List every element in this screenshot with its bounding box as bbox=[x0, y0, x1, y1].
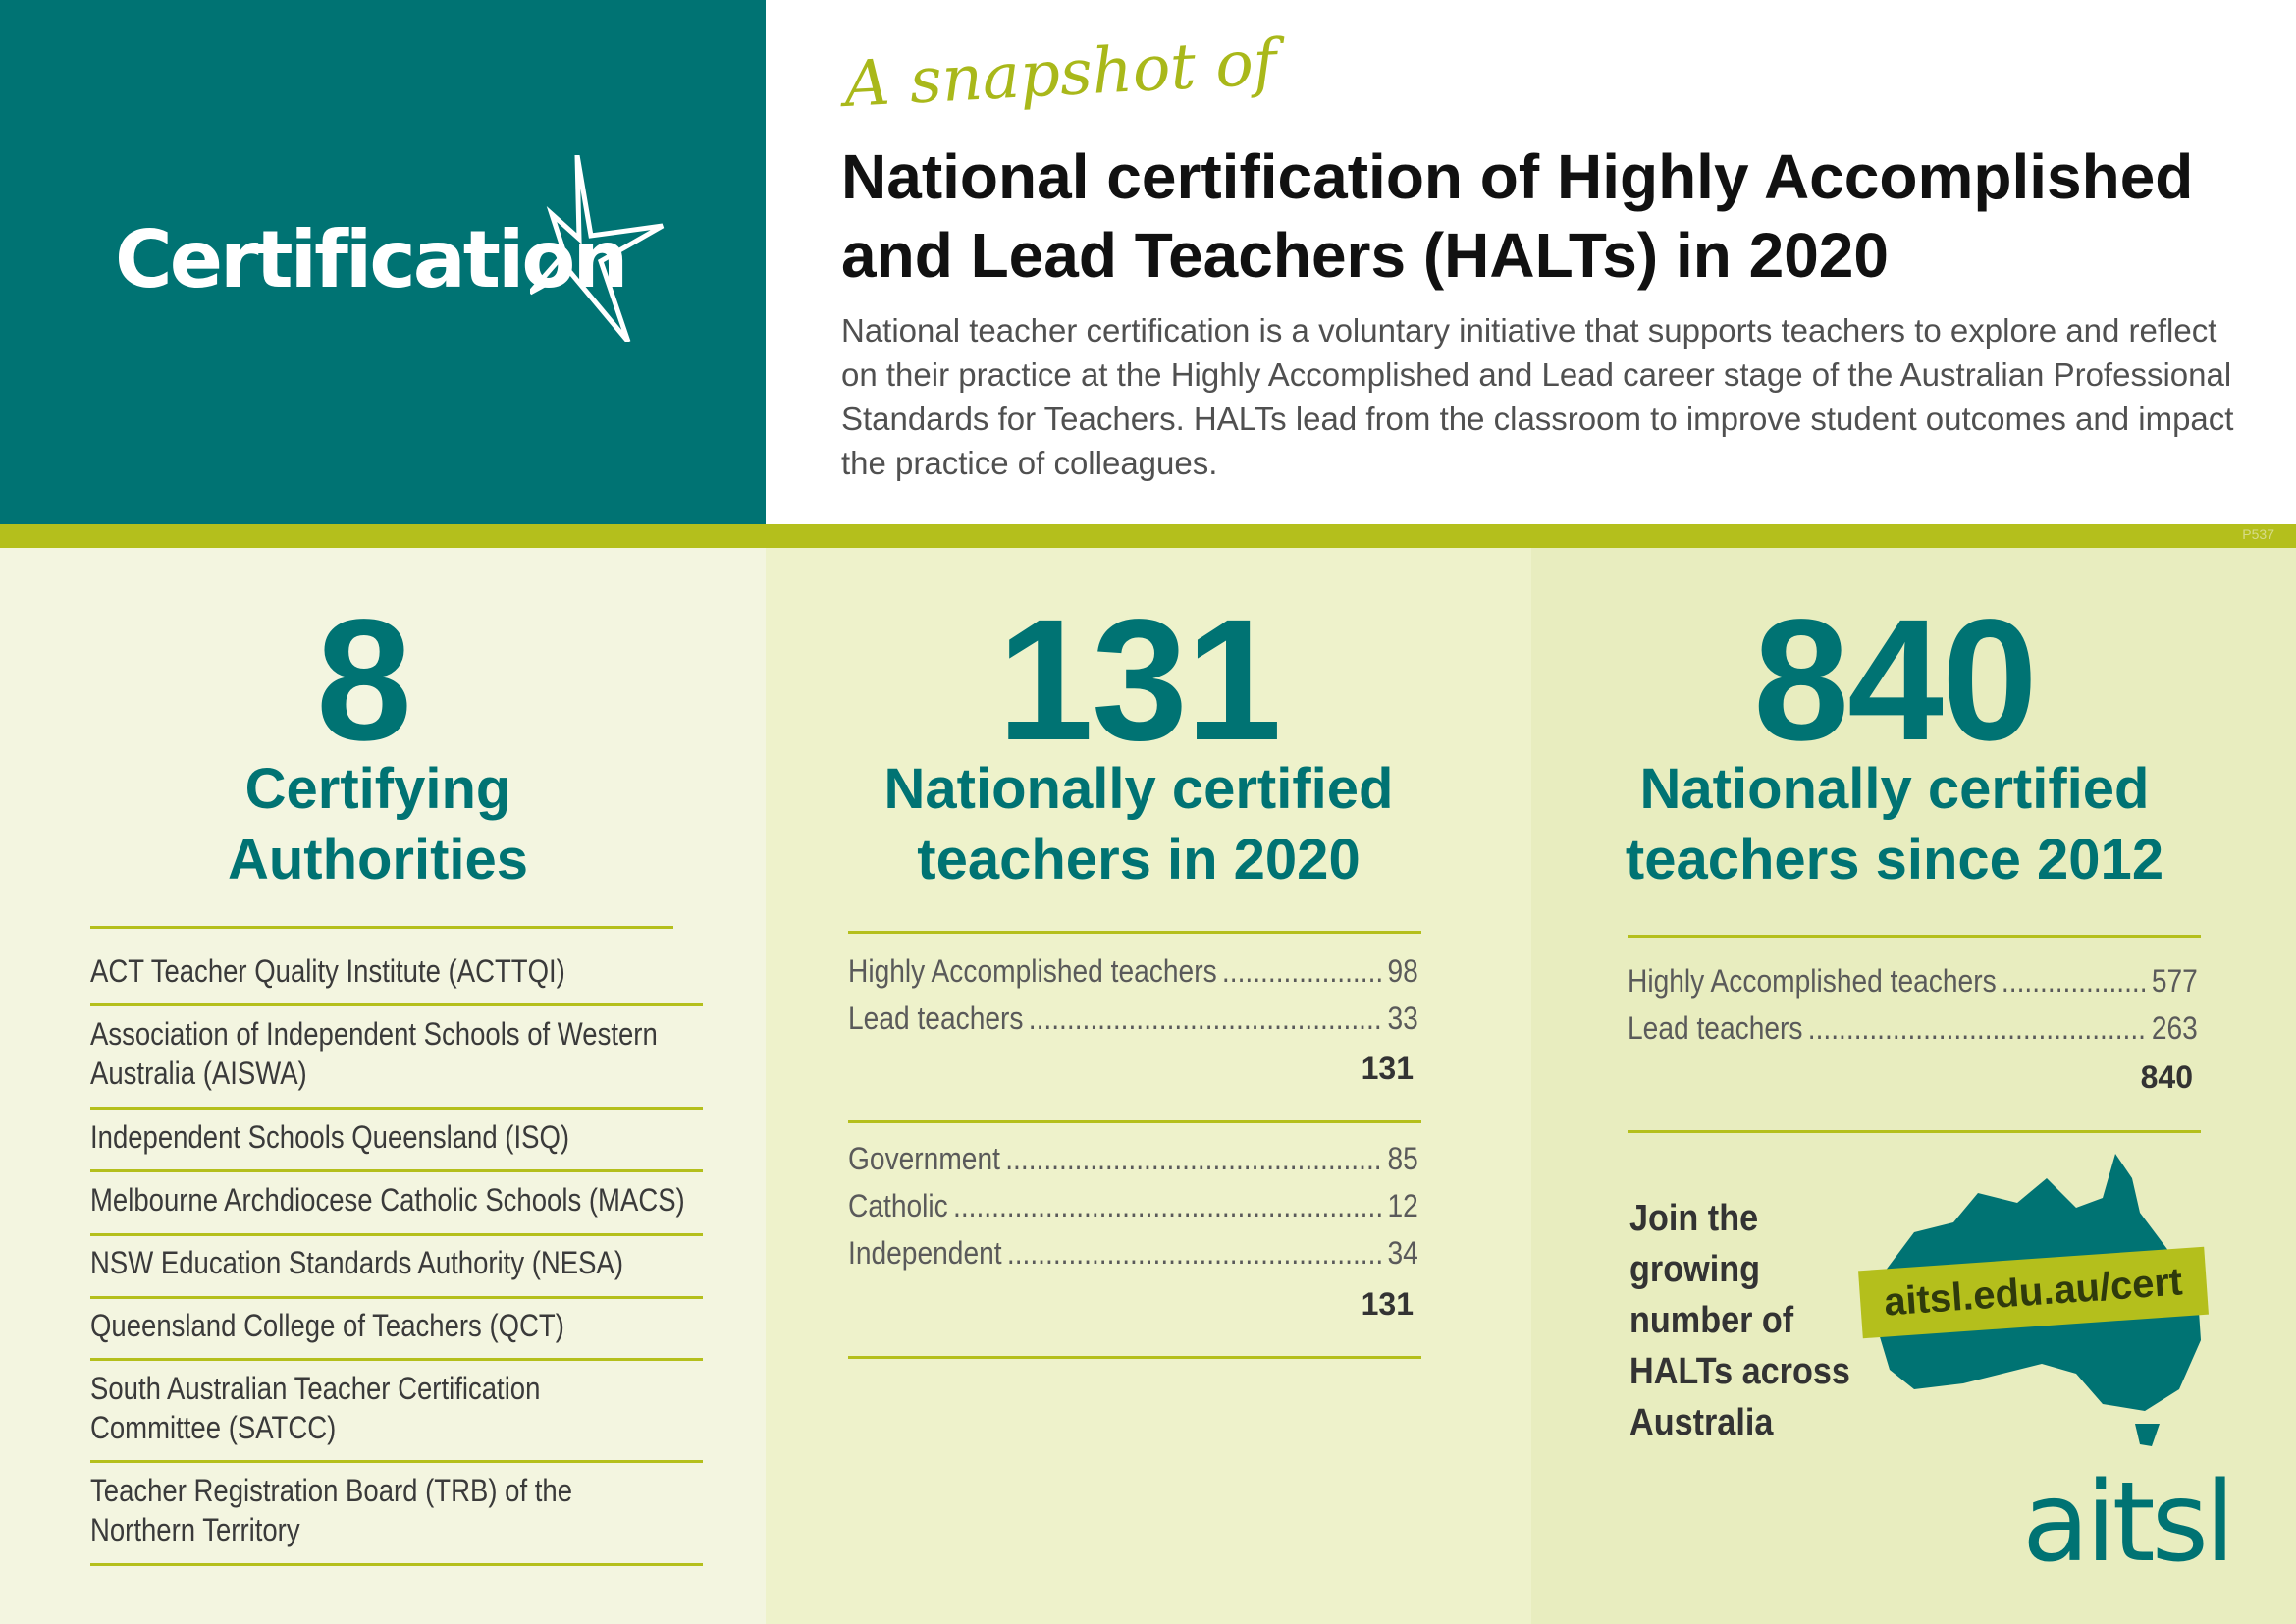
career-stage-2020 bbox=[848, 947, 1496, 1042]
teachers-since-2012-count: 840 bbox=[1753, 584, 2036, 777]
teachers-2020-heading bbox=[766, 754, 1512, 895]
stat-label: Highly Accomplished teachers bbox=[848, 953, 1217, 989]
authority-item bbox=[90, 1243, 623, 1282]
teachers-2020-count: 131 bbox=[997, 584, 1280, 777]
stat-value: 34 bbox=[1387, 1235, 1418, 1271]
stat-label: Lead teachers bbox=[1628, 1010, 1803, 1046]
join-line: HALTs across bbox=[1629, 1351, 1850, 1392]
stat-row bbox=[1628, 1004, 2198, 1052]
authority-line: ACT Teacher Quality Institute (ACTTQI) bbox=[90, 953, 565, 989]
stat-value: 577 bbox=[2151, 963, 2198, 999]
rule bbox=[90, 1107, 703, 1110]
stat-value: 85 bbox=[1387, 1141, 1418, 1176]
stat-total: 131 bbox=[1361, 1051, 1414, 1086]
stat-label: Government bbox=[848, 1141, 1000, 1176]
authority-line: Independent Schools Queensland (ISQ) bbox=[90, 1119, 570, 1155]
authority-item bbox=[90, 1369, 540, 1447]
leader-dots bbox=[1005, 1135, 1382, 1182]
authorities-heading-line1: Certifying bbox=[244, 757, 511, 821]
authorities-count: 8 bbox=[316, 584, 410, 777]
join-message bbox=[1629, 1193, 1895, 1448]
stat-label: Lead teachers bbox=[848, 1001, 1024, 1036]
authority-item bbox=[90, 1180, 685, 1219]
intro-paragraph: National teacher certification is a voluntary initiative that supports teachers to explore and reflect on their practice at the Highly Accomplished and Lead career stage of the Australian Professional Standards for Teachers. HALTs lead from the classroom to improve student outcomes and impact the practice of colleagues. bbox=[841, 312, 2234, 481]
rule bbox=[90, 1169, 703, 1172]
rule bbox=[848, 1120, 1421, 1123]
stat-total: 840 bbox=[2140, 1059, 2193, 1095]
authority-line: Queensland College of Teachers (QCT) bbox=[90, 1308, 564, 1343]
authorities-heading-line2: Authorities bbox=[227, 828, 529, 892]
rule bbox=[848, 1356, 1421, 1359]
stat-row bbox=[1628, 957, 2198, 1004]
authority-line: Australia (AISWA) bbox=[90, 1056, 307, 1091]
stat-total: 131 bbox=[1361, 1286, 1414, 1322]
authority-line: NSW Education Standards Authority (NESA) bbox=[90, 1245, 623, 1280]
leader-dots bbox=[1222, 947, 1382, 995]
teachers-since-2012-heading-line2: teachers since 2012 bbox=[1625, 828, 2164, 892]
authority-line: Committee (SATCC) bbox=[90, 1410, 337, 1445]
page-code: P537 bbox=[2242, 526, 2274, 542]
certification-logo-text: Certification bbox=[115, 214, 626, 305]
rule bbox=[1628, 935, 2201, 938]
rule bbox=[90, 1296, 703, 1299]
rule bbox=[1628, 1130, 2201, 1133]
stat-label: Independent bbox=[848, 1235, 1002, 1271]
sector-2020 bbox=[848, 1135, 1496, 1276]
authority-line: Melbourne Archdiocese Catholic Schools (MACS) bbox=[90, 1182, 685, 1218]
teachers-2020-heading-line1: Nationally certified bbox=[883, 757, 1394, 821]
rule bbox=[90, 1003, 703, 1006]
join-line: Join the growing bbox=[1629, 1198, 1760, 1290]
join-line: Australia bbox=[1629, 1402, 1774, 1443]
aitsl-logo: aitsl bbox=[2022, 1459, 2232, 1587]
divider-bar bbox=[0, 524, 2296, 548]
rule bbox=[90, 1460, 703, 1463]
teachers-2020-heading-line2: teachers in 2020 bbox=[917, 828, 1361, 892]
leader-dots bbox=[1029, 995, 1382, 1042]
career-stage-since-2012 bbox=[1628, 957, 2275, 1052]
teachers-since-2012-heading bbox=[1531, 754, 2258, 895]
stat-label: Catholic bbox=[848, 1188, 948, 1223]
authority-line: Northern Territory bbox=[90, 1512, 300, 1547]
authority-item bbox=[90, 1117, 569, 1157]
rule bbox=[848, 931, 1421, 934]
authority-line: South Australian Teacher Certification bbox=[90, 1371, 541, 1406]
stat-row bbox=[848, 1229, 1418, 1276]
star-icon bbox=[530, 155, 667, 342]
rule bbox=[90, 1358, 703, 1361]
join-line: number of bbox=[1629, 1300, 1794, 1341]
stat-row bbox=[848, 947, 1418, 995]
stat-label: Highly Accomplished teachers bbox=[1628, 963, 1997, 999]
leader-dots bbox=[953, 1182, 1382, 1229]
rule bbox=[90, 1563, 703, 1566]
leader-dots bbox=[2002, 957, 2147, 1004]
rule bbox=[90, 926, 673, 929]
authority-line: Teacher Registration Board (TRB) of the bbox=[90, 1473, 572, 1508]
website-link[interactable]: aitsl.edu.au/cert bbox=[1858, 1247, 2209, 1338]
stat-row bbox=[848, 995, 1418, 1042]
subtitle: A snapshot of bbox=[842, 27, 1279, 122]
stat-value: 33 bbox=[1387, 1001, 1418, 1036]
authorities-heading bbox=[0, 754, 756, 895]
authority-line: Association of Independent Schools of Western bbox=[90, 1016, 658, 1052]
page-title: National certification of Highly Accomplished and Lead Teachers (HALTs) in 2020 bbox=[841, 141, 2194, 291]
stat-row bbox=[848, 1182, 1418, 1229]
rule bbox=[90, 1233, 703, 1236]
stat-value: 263 bbox=[2151, 1010, 2198, 1046]
stat-value: 98 bbox=[1387, 953, 1418, 989]
authority-item bbox=[90, 1014, 658, 1093]
authority-item bbox=[90, 951, 565, 991]
authority-item bbox=[90, 1471, 572, 1549]
leader-dots bbox=[1007, 1229, 1382, 1276]
leader-dots bbox=[1808, 1004, 2147, 1052]
stat-row bbox=[848, 1135, 1418, 1182]
stat-value: 12 bbox=[1387, 1188, 1418, 1223]
teachers-since-2012-heading-line1: Nationally certified bbox=[1639, 757, 2150, 821]
authority-item bbox=[90, 1306, 564, 1345]
